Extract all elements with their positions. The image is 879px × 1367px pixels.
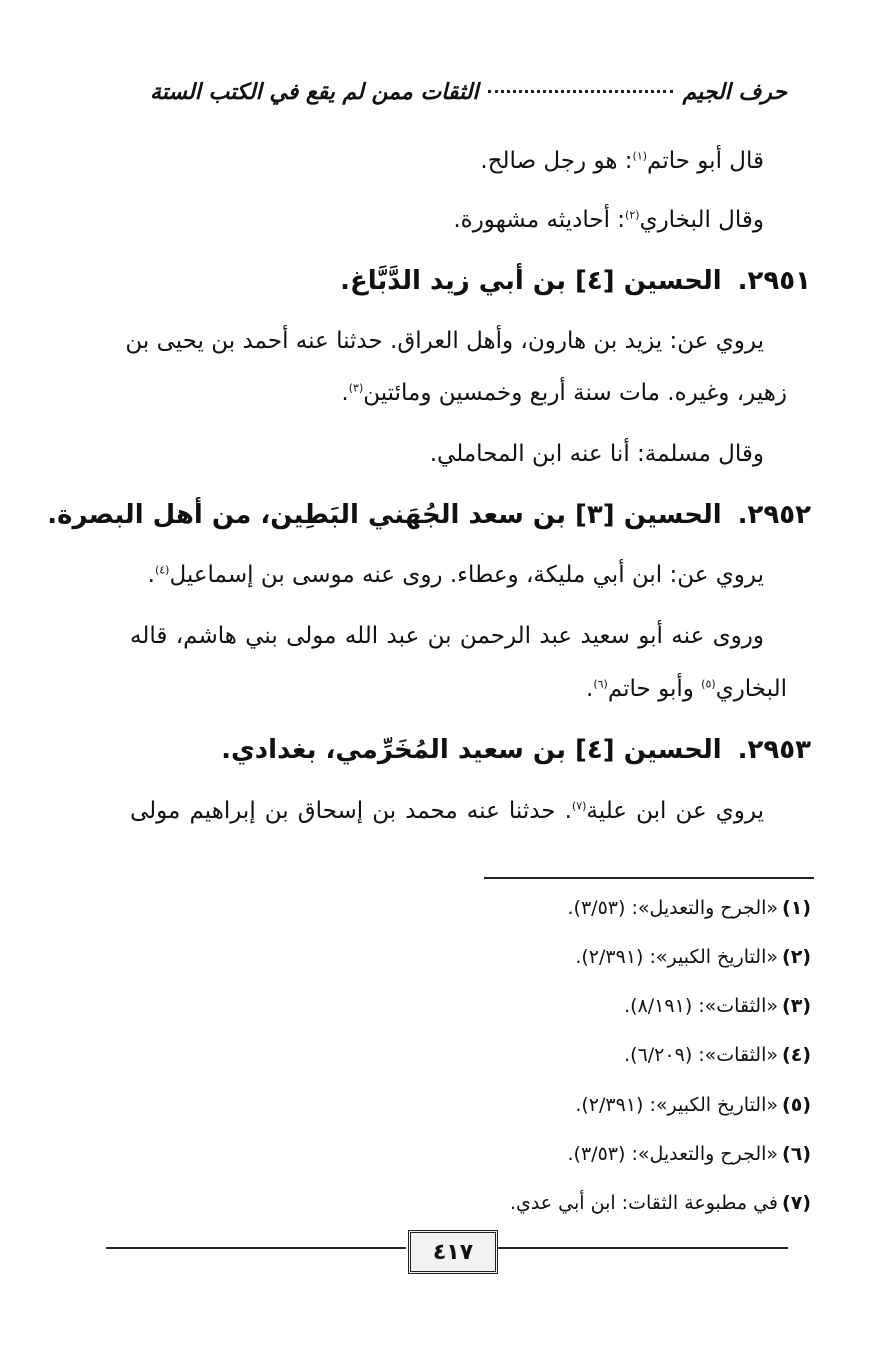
footnote-7: (٧)في مطبوعة الثقات: ابن أبي عدي. — [509, 1192, 811, 1214]
body-line: يروي عن ابن علية$^{(٧)}$. حدثنا عنه محمد بن إسحاق بن إبراهيم مولى — [130, 798, 764, 824]
footnote-4: (٤)«الثقات»: (٦/٢٠٩). — [624, 1044, 811, 1066]
footnote-ref: (٤) — [154, 563, 170, 577]
footnote-ref: (٢) — [625, 208, 640, 222]
body-line: البخاري$^{(٥)}$ وأبو حاتم$^{(٦)}$. — [586, 676, 787, 702]
header-book-title: الثقات ممن لم يقع في الكتب الستة — [150, 80, 479, 105]
footnote-1: (١)«الجرح والتعديل»: (٣/٥٣). — [567, 897, 811, 919]
entry-heading-2952 — [47, 500, 811, 530]
entry-name: الحسين [٤] بن سعيد المُخَرِّمي، بغدادي. — [221, 735, 722, 765]
body-line: وروى عنه أبو سعيد عبد الرحمن بن عبد الله مولى بني هاشم، قاله — [130, 623, 764, 649]
footer-rule-right — [490, 1247, 788, 1249]
page-number: ٤١٧ — [408, 1230, 498, 1274]
entry-heading-2951 — [120, 266, 811, 296]
entry-number: ٢٩٥١. — [737, 266, 811, 296]
body-line: وقال البخاري$^{(٢)}$: أحاديثه مشهورة. — [453, 207, 764, 233]
entry-number: ٢٩٥٣. — [737, 735, 811, 765]
footnote-6: (٦)«الجرح والتعديل»: (٣/٥٣). — [567, 1143, 811, 1165]
body-line: قال أبو حاتم$^{(١)}$: هو رجل صالح. — [480, 148, 764, 174]
body-line: يروي عن: ابن أبي مليكة، وعطاء. روى عنه موسى بن إسماعيل$^{(٤)}$. — [147, 562, 764, 588]
footnote-ref: (٥) — [701, 677, 716, 691]
body-line: يروي عن: يزيد بن هارون، وأهل العراق. حدثنا عنه أحمد بن يحيى بن — [125, 328, 764, 354]
footnote-5: (٥)«التاريخ الكبير»: (٢/٣٩١). — [575, 1094, 811, 1116]
entry-heading-2953 — [120, 735, 811, 765]
running-header — [150, 80, 787, 105]
footer-rule-left — [106, 1247, 406, 1249]
entry-name: الحسين [٤] بن أبي زيد الدَّبَّاغ. — [340, 266, 722, 296]
body-line: وقال مسلمة: أنا عنه ابن المحاملي. — [429, 441, 764, 467]
entry-name: الحسين [٣] بن سعد الجُهَني البَطِين، من أهل البصرة. — [47, 500, 722, 530]
footnote-ref: (١) — [632, 149, 648, 163]
footnote-3: (٣)«الثقات»: (٨/١٩١). — [624, 995, 811, 1017]
footnote-ref: (٦) — [593, 677, 608, 691]
body-line: زهير، وغيره. مات سنة أربع وخمسين ومائتين$^{(٣)}$. — [341, 380, 787, 406]
footnote-divider — [484, 877, 814, 879]
footnote-ref: (٣) — [348, 381, 364, 395]
header-dot-leader — [488, 90, 672, 93]
entry-number: ٢٩٥٢. — [737, 500, 811, 530]
header-section: حرف الجيم — [682, 80, 787, 105]
footnote-ref: (٧) — [571, 799, 587, 813]
footnote-2: (٢)«التاريخ الكبير»: (٢/٣٩١). — [575, 946, 811, 968]
